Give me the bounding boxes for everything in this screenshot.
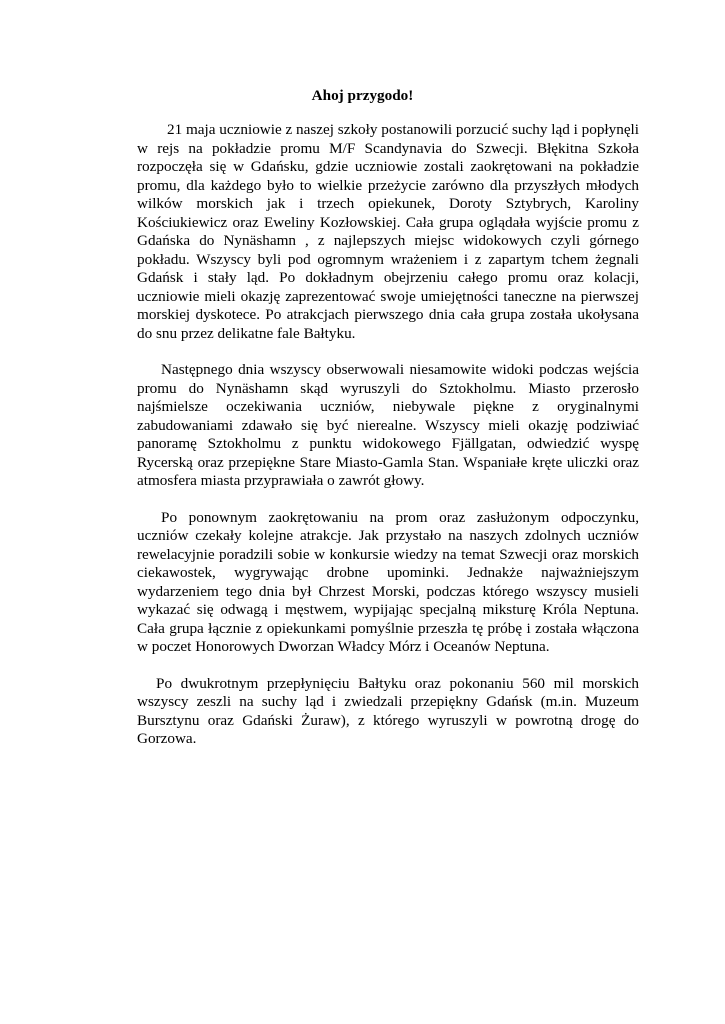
document-body bbox=[137, 121, 639, 749]
paragraph-cruise-start: 21 maja uczniowie z naszej szkoły postanowili porzucić suchy ląd i popłynęli w rejs na pokładzie promu M/F Scandynavia do Szwecji. Błękitna Szkoła rozpoczęła się w Gdańsku, gdzie uczniowie zostali zaokrętowani na pokładzie promu, dla każdego było to wielkie przeżycie zarówno dla przyszłych młodych wilków morskich jak i trzech opiekunek, Doroty Sztybrych, Karoliny Kościukiewicz oraz Eweliny Kozłowskiej. Cała grupa oglądała wyjście promu z Gdańska do Nynäshamn , z najlepszych miejsc widokowych czyli górnego pokładu. Wszyscy byli pod ogromnym wrażeniem i z zapartym tchem żegnali Gdańsk i stały ląd. Po dokładnym obejrzeniu całego promu oraz kolacji, uczniowie mieli okazję zaprezentować swoje umiejętności taneczne na pierwszej morskiej dyskotece. Po atrakcjach pierwszego dnia cała grupa została ukołysana do snu przez delikatne fale Bałtyku. bbox=[137, 121, 639, 342]
paragraph-return: Po dwukrotnym przepłynięciu Bałtyku oraz pokonaniu 560 mil morskich wszyscy zeszli na suchy ląd i zwiedzali przepiękny Gdańsk (m.in. Muzeum Bursztynu oraz Gdański Żuraw), z którego wyruszyli w powrotną drogę do Gorzowa. bbox=[137, 674, 639, 747]
paragraph-stockholm: Następnego dnia wszyscy obserwowali niesamowite widoki podczas wejścia promu do Nynäshamn skąd wyruszyli do Sztokholmu. Miasto przerosło najśmielsze oczekiwania uczniów, niebywale piękne z oryginalnymi zabudowaniami zdawało się być nierealne. Wszyscy mieli okazję podziwiać panoramę Sztokholmu z punktu widokowego Fjällgatan, odwiedzić wyspę Rycerską oraz przepiękne Stare Miasto-Gamla Stan. Wspaniałe kręte uliczki oraz atmosfera miasta przyprawiała o zawrót głowy. bbox=[137, 361, 639, 489]
document-title: Ahoj przygodo! bbox=[311, 87, 414, 104]
paragraph-sea-baptism: Po ponownym zaokrętowaniu na prom oraz zasłużonym odpoczynku, uczniów czekały kolejne atrakcje. Jak przystało na naszych zdolnych uczniów rewelacyjnie poradzili sobie w konkursie wiedzy na temat Szwecji oraz morskich ciekawostek, wygrywając drobne upominki. Jednakże najważniejszym wydarzeniem tego dnia był Chrzest Morski, podczas którego wszyscy musieli wykazać się odwagą i męstwem, wypijając specjalną miksturę Króla Neptuna. Cała grupa łącznie z opiekunkami pomyślnie przeszła tę próbę i została włączona w poczet Honorowych Dworzan Władcy Mórz i Oceanów Neptuna. bbox=[137, 508, 639, 655]
